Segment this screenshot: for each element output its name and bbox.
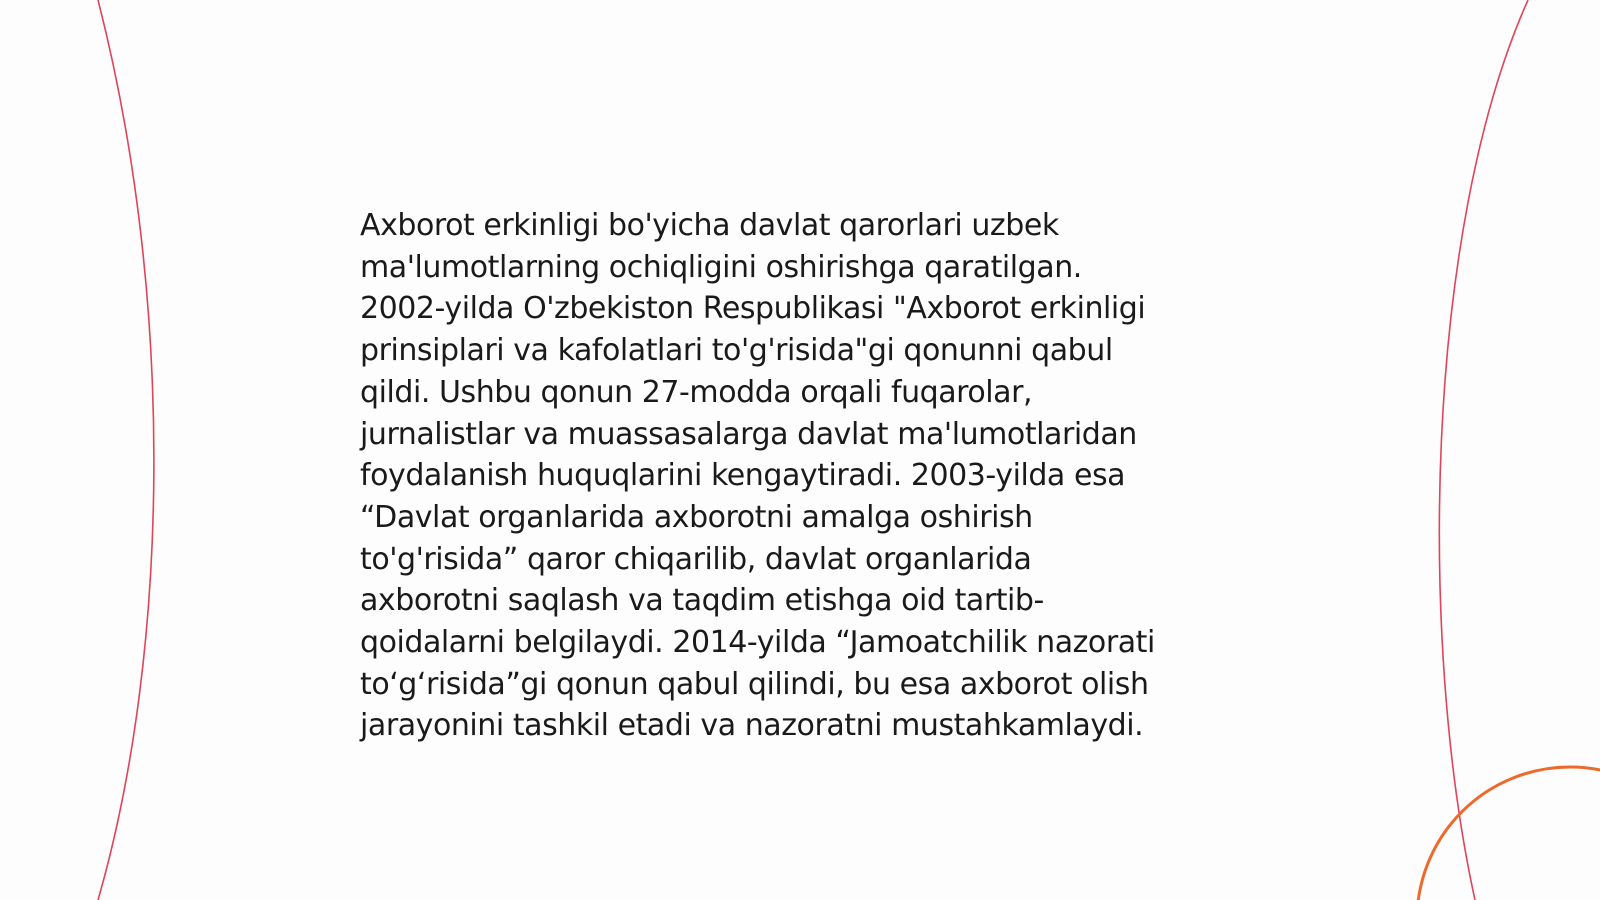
orange-circle	[1417, 767, 1600, 900]
slide-body-text: Axborot erkinligi bo'yicha davlat qarorlari uzbek ma'lumotlarning ochiqligini oshirishga qaratilgan. 2002-yilda O'zbekiston Respublikasi "Axborot erkinligi prinsiplari va kafolatlari to'g'risida"gi qonunni qabul qildi. Ushbu qonun 27-modda orqali fuqarolar, jurnalistlar va muassasalarga davlat ma'lumotlaridan foydalanish huquqlarini kengaytiradi. 2003-yilda esa “Davlat organlarida axborotni amalga oshirish to'g'risida” qaror chiqarilib, davlat organlarida axborotni saqlash va taqdim etishga oid tartib- qoidalarni belgilaydi. 2014-yilda “Jamoatchilik nazorati to‘g‘risida”gi qonun qabul qilindi, bu esa axborot olish jarayonini tashkil etadi va nazoratni mustahkamlaydi.	[360, 208, 1155, 744]
right-curve	[1439, 0, 1528, 900]
left-curve	[98, 0, 154, 900]
